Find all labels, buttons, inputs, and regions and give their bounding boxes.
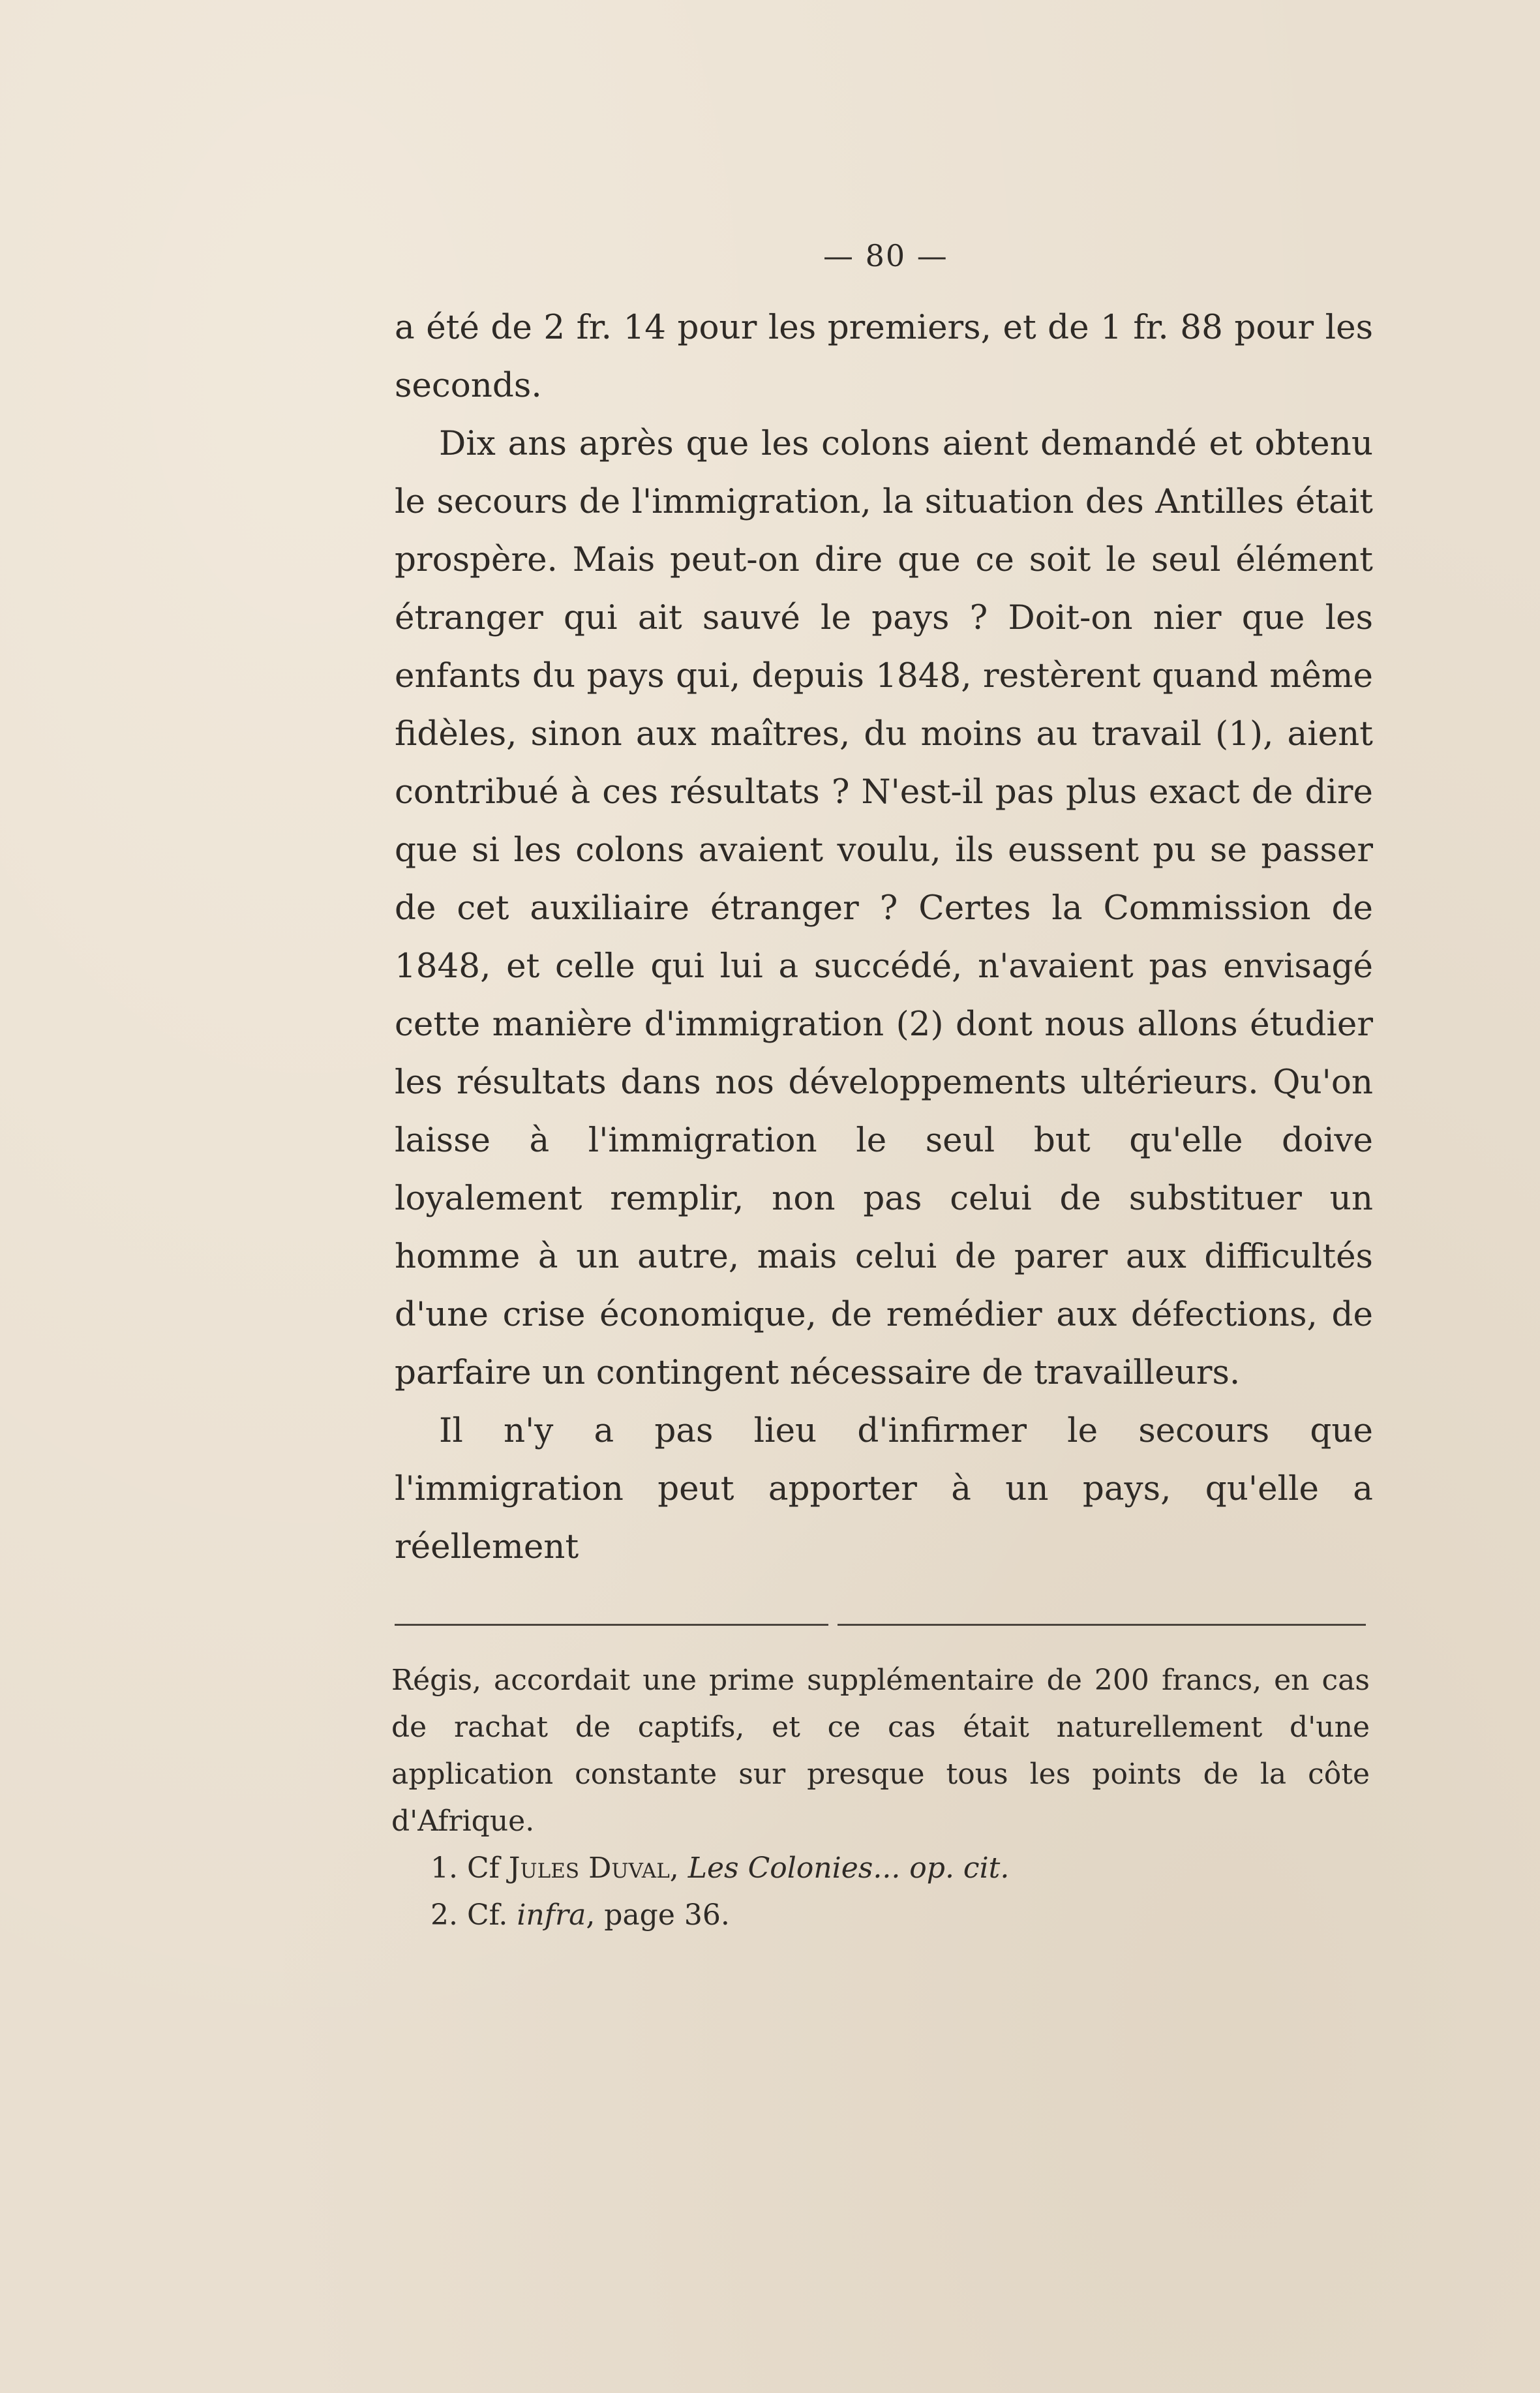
footnote-1-author: Jules Duval bbox=[508, 1852, 670, 1885]
body-text bbox=[395, 299, 1373, 1576]
footnote-2-ref: infra bbox=[517, 1898, 586, 1932]
paragraph-3: Il n'y a pas lieu d'infirmer le secours que l'immigration peut apporter à un pays, qu'elle a réellement bbox=[395, 1411, 1373, 1566]
page-number: — 80 — bbox=[823, 238, 948, 273]
footnote-1: 1. Cf Jules Duval, Les Colonies... op. cit. bbox=[430, 1852, 1010, 1885]
footnote-1-title: Les Colonies... op. cit. bbox=[687, 1852, 1010, 1885]
paragraph-2: Dix ans après que les colons aient demandé et obtenu le secours de l'immigration, la situation des Antilles était prospère. Mais peut-on dire que ce soit le seul élément étranger qui ait sauvé le pays ? Doit-on nier que les enfants du pays qui, depuis 1848, restèrent quand même fidèles, sinon aux maîtres, du moins au travail (1), aient contribué à ces résultats ? N'est-il pas plus exact de dire que si les colons avaient voulu, ils eussent pu se passer de cet auxiliaire étranger ? Certes la Commission de 1848, et celle qui lui a succédé, n'avaient pas envisagé cette manière d'immigration (2) dont nous allons étudier les résultats dans nos développements ultérieurs. Qu'on laisse à l'immigration le seul but qu'elle doive loyalement remplir, non pas celui de substituer un homme à un autre, mais celui de parer aux difficultés d'une crise économique, de remédier aux défections, de parfaire un contingent nécessaire de travailleurs. bbox=[395, 424, 1373, 1392]
footnote-2-marker: 2. Cf. bbox=[430, 1898, 508, 1932]
footnote-2 bbox=[391, 1892, 1370, 1939]
footnote-1-marker: 1. Cf bbox=[430, 1852, 500, 1885]
footnote-rule-left bbox=[395, 1624, 828, 1626]
paragraph-1: a été de 2 fr. 14 pour les premiers, et de 1 fr. 88 pour les seconds. bbox=[395, 308, 1373, 405]
footnote-rule-right bbox=[838, 1624, 1366, 1626]
footnote-continuation: Régis, accordait une prime supplémentaire de 200 francs, en cas de rachat de captifs, et ce cas était naturellement d'une application constante sur presque tous les points de la côte d'Afrique. bbox=[391, 1664, 1370, 1838]
footnote-2-rest: , page 36. bbox=[586, 1898, 730, 1932]
footnotes bbox=[391, 1657, 1370, 1939]
